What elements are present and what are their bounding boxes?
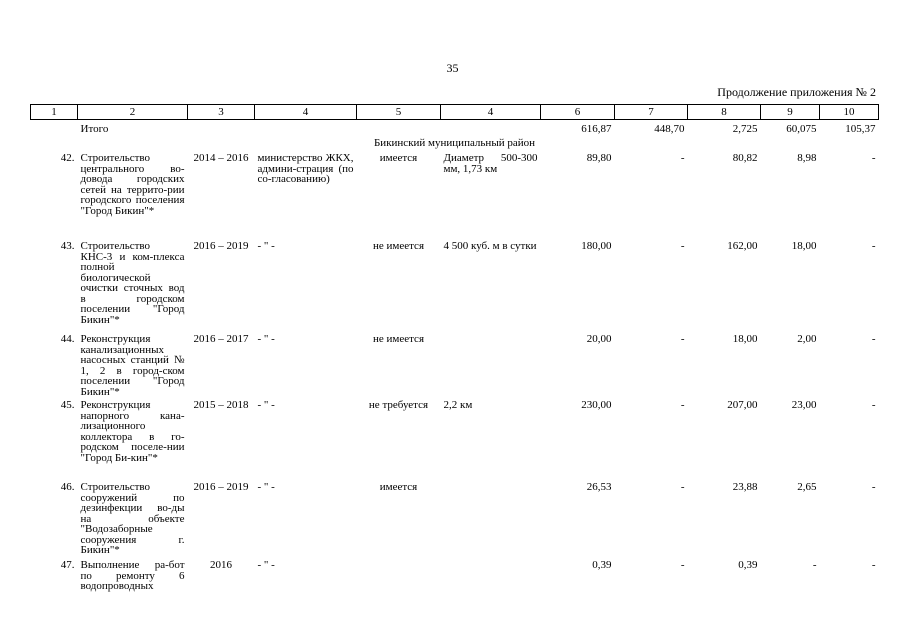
project-name: Реконструкция канализационных насосных станций № 1, 2 в город-ском поселении "Город Бикин"*	[80, 333, 185, 398]
value-col10: -	[871, 481, 876, 493]
total-col7: 448,70	[654, 123, 685, 135]
value-col7: -	[680, 333, 685, 345]
header-col-2: 2	[78, 105, 188, 120]
row-number: 44.	[60, 333, 75, 345]
value-col7: -	[680, 399, 685, 411]
capacity: 4 500 куб. м в сутки	[443, 240, 537, 252]
status: не имеется	[372, 240, 424, 252]
value-col9: 2,65	[797, 481, 817, 493]
value-col8: 207,00	[727, 399, 758, 411]
status: имеется	[379, 481, 418, 493]
responsible: министерство ЖКХ, админи-страция (по со-гласованию)	[257, 152, 354, 185]
value-col8: 18,00	[732, 333, 758, 345]
value-col7: -	[680, 152, 685, 164]
header-col-9: 8	[688, 105, 761, 120]
table-row	[31, 331, 879, 397]
value-col10: -	[871, 559, 876, 571]
page-number: 35	[446, 61, 459, 75]
period: 2015 – 2018	[193, 399, 249, 411]
period: 2016 – 2019	[193, 240, 249, 252]
value-col10: -	[871, 240, 876, 252]
status	[357, 557, 441, 597]
header-col-10: 9	[761, 105, 820, 120]
period: 2016 – 2017	[193, 333, 249, 345]
capacity: 2,2 км	[443, 399, 473, 411]
header-col-7: 6	[541, 105, 615, 120]
responsible: - " -	[257, 240, 275, 252]
value-col7: -	[680, 559, 685, 571]
header-row	[31, 105, 879, 120]
project-name: Строительство центрального во-довода городских сетей на террито-рии городского поселения "Город Бикин"*	[80, 152, 185, 217]
capacity: Диаметр 500-300 мм, 1,73 км	[443, 152, 538, 175]
header-col-1: 1	[31, 105, 78, 120]
value-col6: 230,00	[581, 399, 612, 411]
row-number: 42.	[60, 152, 75, 164]
period: 2016 – 2019	[193, 481, 249, 493]
value-col10: -	[871, 333, 876, 345]
row-number: 47.	[60, 559, 75, 571]
value-col6: 0,39	[592, 559, 612, 571]
value-col9: -	[812, 559, 817, 571]
status: не имеется	[372, 333, 424, 345]
table-row	[31, 238, 879, 331]
total-col6: 616,87	[581, 123, 612, 135]
value-col7: -	[680, 240, 685, 252]
value-col6: 89,80	[586, 152, 612, 164]
value-col6: 180,00	[581, 240, 612, 252]
responsible: - " -	[257, 333, 275, 345]
period: 2014 – 2016	[193, 152, 249, 164]
row-number: 45.	[60, 399, 75, 411]
table-row	[31, 397, 879, 479]
header-col-4: 4	[255, 105, 357, 120]
district-row	[31, 138, 879, 150]
value-col8: 162,00	[727, 240, 758, 252]
value-col8: 0,39	[738, 559, 758, 571]
responsible: - " -	[257, 481, 275, 493]
capacity	[441, 331, 541, 397]
total-col9: 60,075	[786, 123, 817, 135]
row-number: 43.	[60, 240, 75, 252]
project-name: Выполнение ра-бот по ремонту 6 водопроводных	[80, 559, 185, 592]
header-col-3: 3	[188, 105, 255, 120]
capacity	[441, 557, 541, 597]
value-col7: -	[680, 481, 685, 493]
total-col10: 105,37	[845, 123, 876, 135]
table-row	[31, 557, 879, 597]
total-label: Итого	[80, 123, 109, 135]
status: имеется	[379, 152, 418, 164]
header-col-11: 10	[820, 105, 879, 120]
total-row	[31, 120, 879, 139]
status: не требуется	[368, 399, 429, 411]
table-row	[31, 479, 879, 557]
project-name: Реконструкция напорного кана-лизационного коллектора в го-родском поселе-нии "Город Би-кин"*	[80, 399, 185, 464]
value-col6: 26,53	[586, 481, 612, 493]
responsible: - " -	[257, 559, 275, 571]
value-col9: 2,00	[797, 333, 817, 345]
value-col9: 18,00	[791, 240, 817, 252]
value-col10: -	[871, 152, 876, 164]
value-col6: 20,00	[586, 333, 612, 345]
header-col-6: 4	[441, 105, 541, 120]
value-col9: 8,98	[797, 152, 817, 164]
value-col8: 80,82	[732, 152, 758, 164]
responsible: - " -	[257, 399, 275, 411]
value-col10: -	[871, 399, 876, 411]
continuation-caption: Продолжение приложения № 2	[717, 85, 876, 99]
header-col-5: 5	[357, 105, 441, 120]
project-name: Строительство сооружений по дезинфекции во-ды на объекте "Водозаборные сооружения г. Бикин"*	[80, 481, 185, 556]
row-number: 46.	[60, 481, 75, 493]
appendix-table	[30, 104, 879, 597]
district-name: Бикинский муниципальный район	[373, 137, 536, 149]
value-col9: 23,00	[791, 399, 817, 411]
value-col8: 23,88	[732, 481, 758, 493]
period: 2016	[210, 559, 232, 571]
table-row	[31, 150, 879, 238]
capacity	[441, 479, 541, 557]
project-name: Строительство КНС-3 и ком-плекса полной биологической очистки сточных вод в городском поселении "Город Бикин"*	[80, 240, 185, 326]
total-col8: 2,725	[732, 123, 758, 135]
header-col-8: 7	[615, 105, 688, 120]
